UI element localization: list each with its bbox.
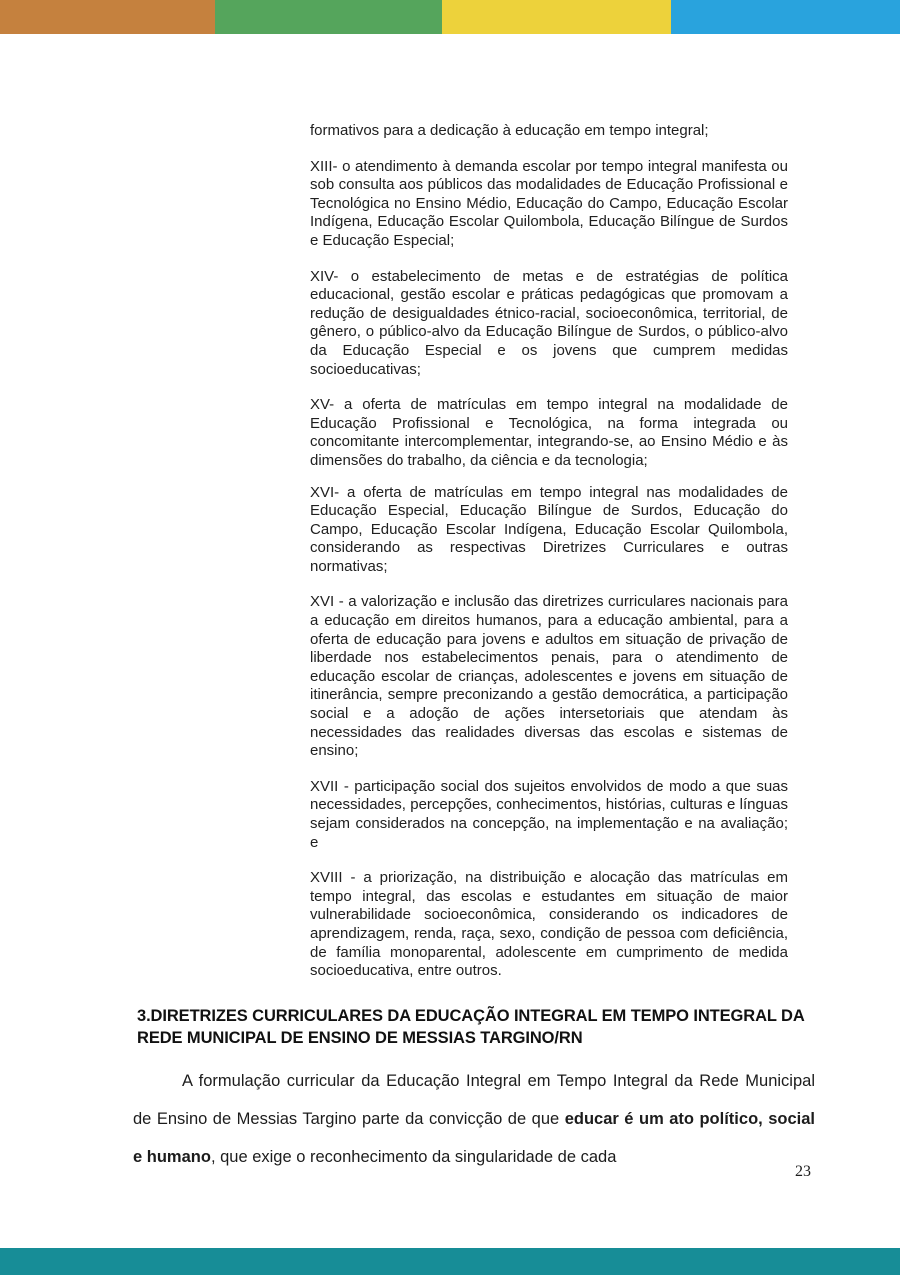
body-paragraph-xv: XV- a oferta de matrículas em tempo integral na modalidade de Educação Profissional e Tecnológica, na forma integrada ou concomitante intercomplementar, integrando-se, ao Ensino Médio e às dimensões do trabalho, da ciência e da tecnologia; — [310, 396, 788, 469]
body-paragraph-intro: formativos para a dedicação à educação em tempo integral; — [310, 122, 709, 139]
header-bar-segment-yellow — [442, 0, 671, 34]
body-paragraph-xiii: XIII- o atendimento à demanda escolar por tempo integral manifesta ou sob consulta aos públicos das modalidades de Educação Profissional e Tecnológica no Ensino Médio, Educação do Campo, Educação Escolar Indígena, Educação Escolar Quilombola, Educação Bilíngue de Surdos e Educação Especial; — [310, 157, 788, 249]
header-bar-segment-blue — [671, 0, 900, 34]
body-paragraph-xvi-b: XVI - a valorização e inclusão das diretrizes curriculares nacionais para a educação em direitos humanos, para a educação ambiental, para a oferta de educação para jovens e adultos em situação de privação de liberdade nos estabelecimentos penais, para o atendimento de educação escolar de crianças, adolescentes e jovens em situação de itinerância, sempre preconizando a gestão democrática, a participação social e a adoção de ações intersetoriais que atendam às necessidades das realidades diversas das escolas e sistemas de ensino; — [310, 593, 788, 760]
body-paragraph-xvii: XVII - participação social dos sujeitos envolvidos de modo a que suas necessidades, percepções, conhecimentos, histórias, culturas e línguas sejam considerados na concepção, na implementação e na avaliação; e — [310, 777, 788, 851]
body-text-block — [310, 122, 788, 998]
closing-paragraph-bold-text: educar é um ato político, social e humano — [133, 1110, 816, 1166]
closing-paragraph-text-end: , que exige o reconhecimento da singularidade de cada — [210, 1148, 617, 1166]
footer-color-bar — [0, 1248, 900, 1275]
header-color-bar — [0, 0, 900, 34]
header-bar-segment-orange — [0, 0, 215, 34]
body-paragraph-xiv: XIV- o estabelecimento de metas e de estratégias de política educacional, gestão escolar e práticas pedagógicas que promovam a redução de desigualdades étnico-racial, socioeconômica, territorial, de gênero, o público-alvo da Educação Bilíngue de Surdos, o público-alvo da Educação Especial e os jovens que cumprem medidas socioeducativas; — [310, 267, 788, 378]
closing-paragraph — [133, 1062, 815, 1176]
closing-paragraph-text: A formulação curricular da Educação Integral em Tempo Integral da Rede Municipal de Ensino de Messias Targino parte da convicção de que — [133, 1072, 815, 1128]
body-paragraph-xvi-a: XVI- a oferta de matrículas em tempo integral nas modalidades de Educação Especial, Educação Bilíngue de Surdos, Educação do Campo, Educação Escolar Indígena, Educação Escolar Quilombola, considerando as respectivas Diretrizes Curriculares e outras normativas; — [310, 483, 788, 575]
header-bar-segment-green — [215, 0, 442, 34]
section-heading: 3.DIRETRIZES CURRICULARES DA EDUCAÇÃO INTEGRAL EM TEMPO INTEGRAL DA REDE MUNICIPAL DE ENSINO DE MESSIAS TARGINO/RN — [137, 1007, 805, 1047]
body-paragraph-xviii: XVIII - a priorização, na distribuição e alocação das matrículas em tempo integral, das escolas e estudantes em situação de maior vulnerabilidade socioeconômica, considerando os indicadores de aprendizagem, renda, raça, sexo, condição de pessoa com deficiência, de família monoparental, adolescente em cumprimento de medida socioeducativa, entre outros. — [310, 869, 788, 980]
page-number: 23 — [795, 1163, 811, 1180]
